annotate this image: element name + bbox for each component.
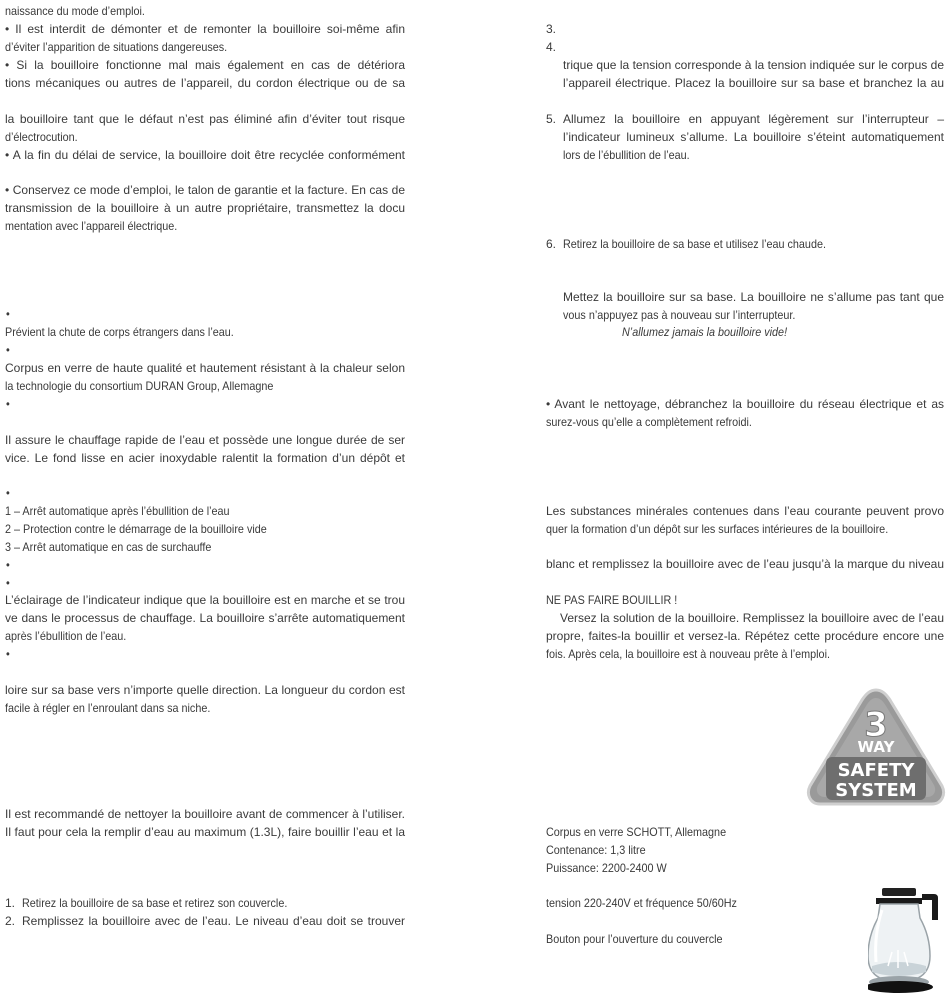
text-line: l’appareil électrique. Placez la bouilloire sur sa base et branchez la au bbox=[563, 76, 944, 90]
text-line: la technologie du consortium DURAN Group, Allemagne bbox=[5, 379, 274, 393]
spec-line: Corpus en verre SCHOTT, Allemagne bbox=[546, 825, 727, 839]
text-line: Les substances minérales contenues dans l’eau courante peuvent provo bbox=[546, 504, 944, 518]
spec-line: Bouton pour l’ouverture du couvercle bbox=[546, 932, 723, 946]
text-line: Retirez la bouilloire de sa base et utilisez l’eau chaude. bbox=[563, 237, 826, 251]
badge-number: 3 bbox=[864, 705, 888, 745]
bullet: • bbox=[6, 576, 10, 590]
text-line: vice. Le fond lisse en acier inoxydable ralentit la formation d’un dépôt et bbox=[5, 451, 405, 465]
badge-way: WAY bbox=[857, 738, 895, 756]
text-line: après l’ébullition de l’eau. bbox=[5, 629, 127, 643]
spec-line: tension 220-240V et fréquence 50/60Hz bbox=[546, 896, 737, 910]
text-line: • A la fin du délai de service, la bouilloire doit être recyclée conformément bbox=[5, 148, 405, 162]
step-number: 2. bbox=[5, 914, 16, 928]
text-line: 1 – Arrêt automatique après l’ébullition de l’eau bbox=[5, 504, 230, 518]
badge-safety: SAFETY bbox=[837, 760, 915, 781]
text-line: Versez la solution de la bouilloire. Remplissez la bouilloire avec de l’eau bbox=[560, 611, 944, 625]
text-line: d’électrocution. bbox=[5, 130, 78, 144]
text-line: d’éviter l’apparition de situations dangereuses. bbox=[5, 40, 228, 54]
text-line: la bouilloire tant que le défaut n’est pas éliminé afin d’éviter tout risque bbox=[5, 112, 405, 126]
text-line: facile à régler en l’enroulant dans sa niche. bbox=[5, 701, 211, 715]
text-line: quer la formation d’un dépôt sur les surfaces intérieures de la bouilloire. bbox=[546, 522, 889, 536]
bullet: • bbox=[6, 486, 10, 500]
text-line: Il faut pour cela la remplir d’eau au maximum (1.3L), faire bouillir l’eau et la bbox=[5, 825, 405, 839]
text-line: naissance du mode d’emploi. bbox=[5, 4, 145, 18]
text-line: surez-vous qu’elle a complètement refroidi. bbox=[546, 415, 752, 429]
text-line: propre, faites-la bouillir et versez-la. Répétez cette procédure encore une bbox=[546, 629, 944, 643]
text-line: • Il est interdit de démonter et de remonter la bouilloire soi-même afin bbox=[5, 22, 405, 36]
text-line: transmission de la bouilloire à un autre propriétaire, transmettez la docu bbox=[5, 201, 405, 215]
text-line: blanc et remplissez la bouilloire avec de l’eau jusqu’à la marque du niveau bbox=[546, 557, 944, 571]
text-line: Prévient la chute de corps étrangers dans l’eau. bbox=[5, 325, 234, 339]
text-line: Corpus en verre de haute qualité et hautement résistant à la chaleur selon bbox=[5, 361, 405, 375]
text-line: Allumez la bouilloire en appuyant légèrement sur l’interrupteur – bbox=[563, 112, 944, 126]
bullet: • bbox=[6, 558, 10, 572]
kettle-icon bbox=[868, 886, 946, 994]
step-number: 6. bbox=[546, 237, 557, 251]
text-line: mentation avec l’appareil électrique. bbox=[5, 219, 178, 233]
text-line: ve dans le processus de chauffage. La bouilloire s’arrête automatiquement bbox=[5, 611, 405, 625]
text-line: NE PAS FAIRE BOUILLIR ! bbox=[546, 593, 678, 607]
spec-line: Puissance: 2200-2400 W bbox=[546, 861, 667, 875]
text-line: • Conservez ce mode d’emploi, le talon de garantie et la facture. En cas de bbox=[5, 183, 405, 197]
step-number: 1. bbox=[5, 896, 16, 910]
warning-text: N’allumez jamais la bouilloire vide! bbox=[622, 325, 788, 339]
text-line: Mettez la bouilloire sur sa base. La bouilloire ne s’allume pas tant que bbox=[563, 290, 944, 304]
text-line: Il assure le chauffage rapide de l’eau et possède une longue durée de ser bbox=[5, 433, 405, 447]
badge-system: SYSTEM bbox=[835, 780, 917, 801]
bullet: • bbox=[6, 647, 10, 661]
text-line: • Si la bouilloire fonctionne mal mais également en cas de détériora bbox=[5, 58, 405, 72]
text-line: l’indicateur lumineux s’allume. La bouilloire s’éteint automatiquement bbox=[563, 130, 944, 144]
text-line: lors de l’ébullition de l’eau. bbox=[563, 148, 690, 162]
bullet: • bbox=[6, 397, 10, 411]
text-line: Il est recommandé de nettoyer la bouilloire avant de commencer à l’utiliser. bbox=[5, 807, 405, 821]
text-line: vous n’appuyez pas à nouveau sur l’interrupteur. bbox=[563, 308, 796, 322]
text-line: trique que la tension corresponde à la tension indiquée sur le corpus de bbox=[563, 58, 944, 72]
text-line: L’éclairage de l’indicateur indique que la bouilloire est en marche et se trou bbox=[5, 593, 405, 607]
bullet: • bbox=[6, 307, 10, 321]
text-line: 3 – Arrêt automatique en cas de surchauffe bbox=[5, 540, 212, 554]
step-number: 5. bbox=[546, 112, 557, 126]
bullet: • bbox=[6, 343, 10, 357]
text-line: • Avant le nettoyage, débranchez la bouilloire du réseau électrique et as bbox=[546, 397, 944, 411]
text-line: fois. Après cela, la bouilloire est à nouveau prête à l’emploi. bbox=[546, 647, 830, 661]
spec-line: Contenance: 1,3 litre bbox=[546, 843, 646, 857]
text-line: Retirez la bouilloire de sa base et retirez son couvercle. bbox=[22, 896, 288, 910]
text-line: Remplissez la bouilloire avec de l’eau. Le niveau d’eau doit se trouver bbox=[22, 914, 405, 928]
text-line: 2 – Protection contre le démarrage de la bouilloire vide bbox=[5, 522, 267, 536]
step-number: 4. bbox=[546, 40, 557, 54]
safety-system-badge-icon bbox=[806, 686, 946, 808]
text-line: loire sur sa base vers n’importe quelle direction. La longueur du cordon est bbox=[5, 683, 405, 697]
step-number: 3. bbox=[546, 22, 557, 36]
text-line: tions mécaniques ou autres de l’appareil, du cordon électrique ou de sa bbox=[5, 76, 405, 90]
